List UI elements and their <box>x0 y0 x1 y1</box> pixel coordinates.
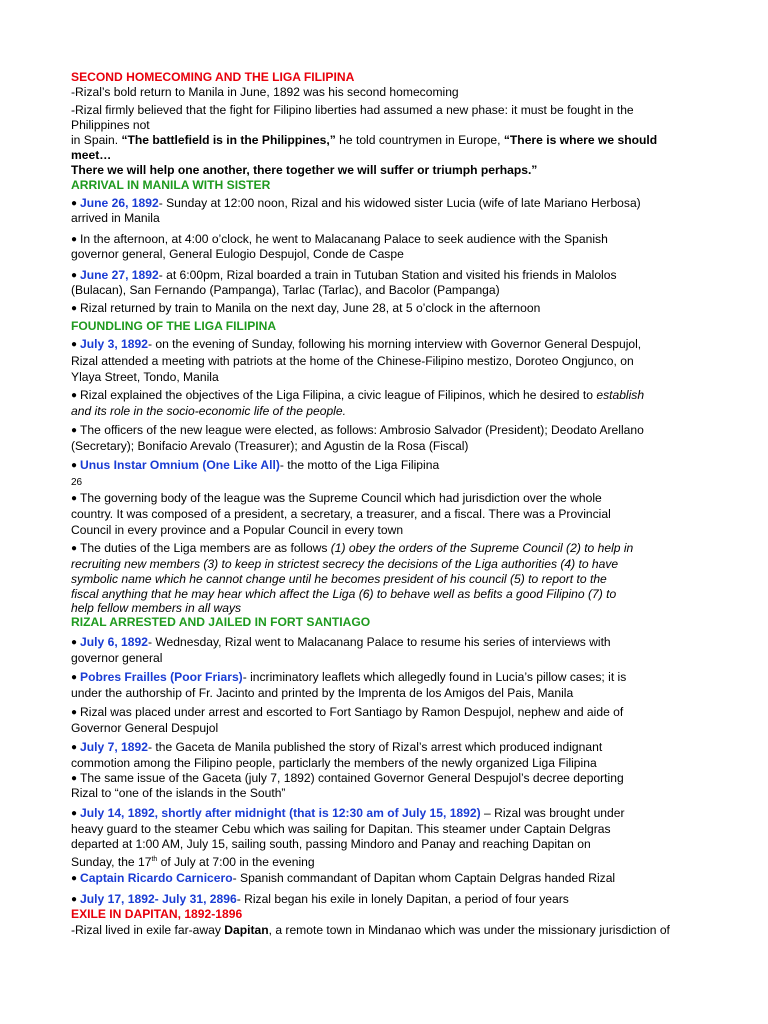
bullet-icon: ● <box>71 672 78 683</box>
text-line: country. It was composed of a president, a secretary, a treasurer, and a fiscal. There was a Provincial <box>71 507 611 521</box>
bullet-icon: ● <box>71 773 78 784</box>
list-item: ● Captain Ricardo Carnicero- Spanish commandant of Dapitan whom Captain Delgras handed Rizal <box>71 871 616 885</box>
text-line: symbolic name which he cannot change until he becomes president of his council (5) to report to the <box>71 572 607 586</box>
bullet-icon: ● <box>71 742 78 753</box>
text-line: heavy guard to the steamer Cebu which was sailing for Dapitan. This steamer under Captain Delgras <box>71 822 611 836</box>
list-item: ● July 17, 1892- July 31, 2896- Rizal began his exile in lonely Dapitan, a period of four years <box>71 892 569 906</box>
section-heading-arrest: RIZAL ARRESTED AND JAILED IN FORT SANTIAGO <box>71 615 371 629</box>
bullet-icon: ● <box>71 234 78 245</box>
bullet-icon: ● <box>71 894 78 905</box>
list-item: ● Unus Instar Omnium (One Like All)- the motto of the Liga Filipina <box>71 458 440 472</box>
text-line: help fellow members in all ways <box>71 601 242 615</box>
text-line: commotion among the Filipino people, particlarly the members of the newly organized Liga Filipina <box>71 756 597 770</box>
section-heading-exile: EXILE IN DAPITAN, 1892-1896 <box>71 907 243 921</box>
list-item: ● Rizal explained the objectives of the Liga Filipina, a civic league of Filipinos, which he desired to establish <box>71 388 645 402</box>
bullet-icon: ● <box>71 390 78 401</box>
text-line: recruiting new members (3) to keep in strictest secrecy the decisions of the Liga authorities (4) to have <box>71 557 619 571</box>
list-item: ● The officers of the new league were elected, as follows: Ambrosio Salvador (President); Deodato Arellano <box>71 423 644 437</box>
bullet-icon: ● <box>71 270 78 281</box>
text-line: governor general, General Eulogio Despujol, Conde de Caspe <box>71 247 404 261</box>
text-line: governor general <box>71 651 163 665</box>
bullet-icon: ● <box>71 460 78 471</box>
section-heading-arrival: ARRIVAL IN MANILA WITH SISTER <box>71 178 271 192</box>
text-line: (Bulacan), San Fernando (Pampanga), Tarlac (Tarlac), and Bacolor (Pampanga) <box>71 283 500 297</box>
text-line: under the authorship of Fr. Jacinto and printed by the Imprenta de los Amigos del Pais, Manila <box>71 686 574 700</box>
text-line: There we will help one another, there together we will suffer or triumph perhaps.” <box>71 163 538 177</box>
list-item: ● The duties of the Liga members are as follows (1) obey the orders of the Supreme Council (2) to help in <box>71 541 634 555</box>
bullet-icon: ● <box>71 425 78 436</box>
text-line: Rizal to “one of the islands in the South” <box>71 786 286 800</box>
text-line: -Rizal’s bold return to Manila in June, 1892 was his second homecoming <box>71 85 459 99</box>
page-number: 26 <box>71 477 83 488</box>
list-item: ● July 3, 1892- on the evening of Sunday, following his morning interview with Governor General Despujol, <box>71 337 642 351</box>
list-item: ● June 26, 1892- Sunday at 12:00 noon, Rizal and his widowed sister Lucia (wife of late Mariano Herbosa) <box>71 196 641 210</box>
bullet-icon: ● <box>71 339 78 350</box>
text-line: Sunday, the 17th of July at 7:00 in the evening <box>71 855 315 870</box>
text-line: Philippines not <box>71 118 150 132</box>
list-item: ● In the afternoon, at 4:00 o’clock, he went to Malacanang Palace to seek audience with the Spanish <box>71 232 608 246</box>
text-line: in Spain. “The battlefield is in the Philippines,” he told countrymen in Europe, “There is where we should <box>71 133 658 147</box>
list-item: ● July 6, 1892- Wednesday, Rizal went to Malacanang Palace to resume his series of interviews with <box>71 635 611 649</box>
section-heading-founding: FOUNDLING OF THE LIGA FILIPINA <box>71 319 277 333</box>
list-item: ● The governing body of the league was the Supreme Council which had jurisdiction over the whole <box>71 491 602 505</box>
text-line: -Rizal lived in exile far-away Dapitan, a remote town in Mindanao which was under the missionary jurisdiction of <box>71 923 670 937</box>
bullet-icon: ● <box>71 873 78 884</box>
list-item: ● Rizal returned by train to Manila on the next day, June 28, at 5 o’clock in the afternoon <box>71 301 541 315</box>
bullet-icon: ● <box>71 543 78 554</box>
bullet-icon: ● <box>71 493 78 504</box>
text-line: and its role in the socio-economic life of the people. <box>71 404 346 418</box>
bullet-icon: ● <box>71 198 78 209</box>
list-item: ● Pobres Frailles (Poor Friars)- incriminatory leaflets which allegedly found in Lucia’s pillow cases; it is <box>71 670 627 684</box>
text-line: Council in every province and a Popular Council in every town <box>71 523 404 537</box>
text-line: Ylaya Street, Tondo, Manila <box>71 370 219 384</box>
bullet-icon: ● <box>71 303 78 314</box>
list-item: ● July 14, 1892, shortly after midnight (that is 12:30 am of July 15, 1892) – Rizal was brought under <box>71 806 625 820</box>
text-line: fiscal anything that he may hear which affect the Liga (6) to behave well as befits a good Filipino (7) to <box>71 587 617 601</box>
text-line: meet… <box>71 148 112 162</box>
text-line: departed at 1:00 AM, July 15, sailing south, passing Mindoro and Panay and reaching Dapitan on <box>71 837 591 851</box>
bullet-icon: ● <box>71 707 78 718</box>
list-item: ● Rizal was placed under arrest and escorted to Fort Santiago by Ramon Despujol, nephew and aide of <box>71 705 624 719</box>
text-line: arrived in Manila <box>71 211 160 225</box>
section-heading-homecoming: SECOND HOMECOMING AND THE LIGA FILIPINA <box>71 70 355 84</box>
text-line: Rizal attended a meeting with patriots at the home of the Chinese-Filipino mestizo, Doroteo Ongjunco, on <box>71 354 634 368</box>
text-line: (Secretary); Bonifacio Arevalo (Treasurer); and Agustin de la Rosa (Fiscal) <box>71 439 469 453</box>
list-item: ● June 27, 1892- at 6:00pm, Rizal boarded a train in Tutuban Station and visited his friends in Malolos <box>71 268 617 282</box>
bullet-icon: ● <box>71 637 78 648</box>
list-item: ● The same issue of the Gaceta (july 7, 1892) contained Governor General Despujol’s decree deporting <box>71 771 624 785</box>
text-line: Governor General Despujol <box>71 721 219 735</box>
bullet-icon: ● <box>71 808 78 819</box>
list-item: ● July 7, 1892- the Gaceta de Manila published the story of Rizal’s arrest which produced indignant <box>71 740 603 754</box>
text-line: -Rizal firmly believed that the fight for Filipino liberties had assumed a new phase: it must be fought in the <box>71 103 634 117</box>
